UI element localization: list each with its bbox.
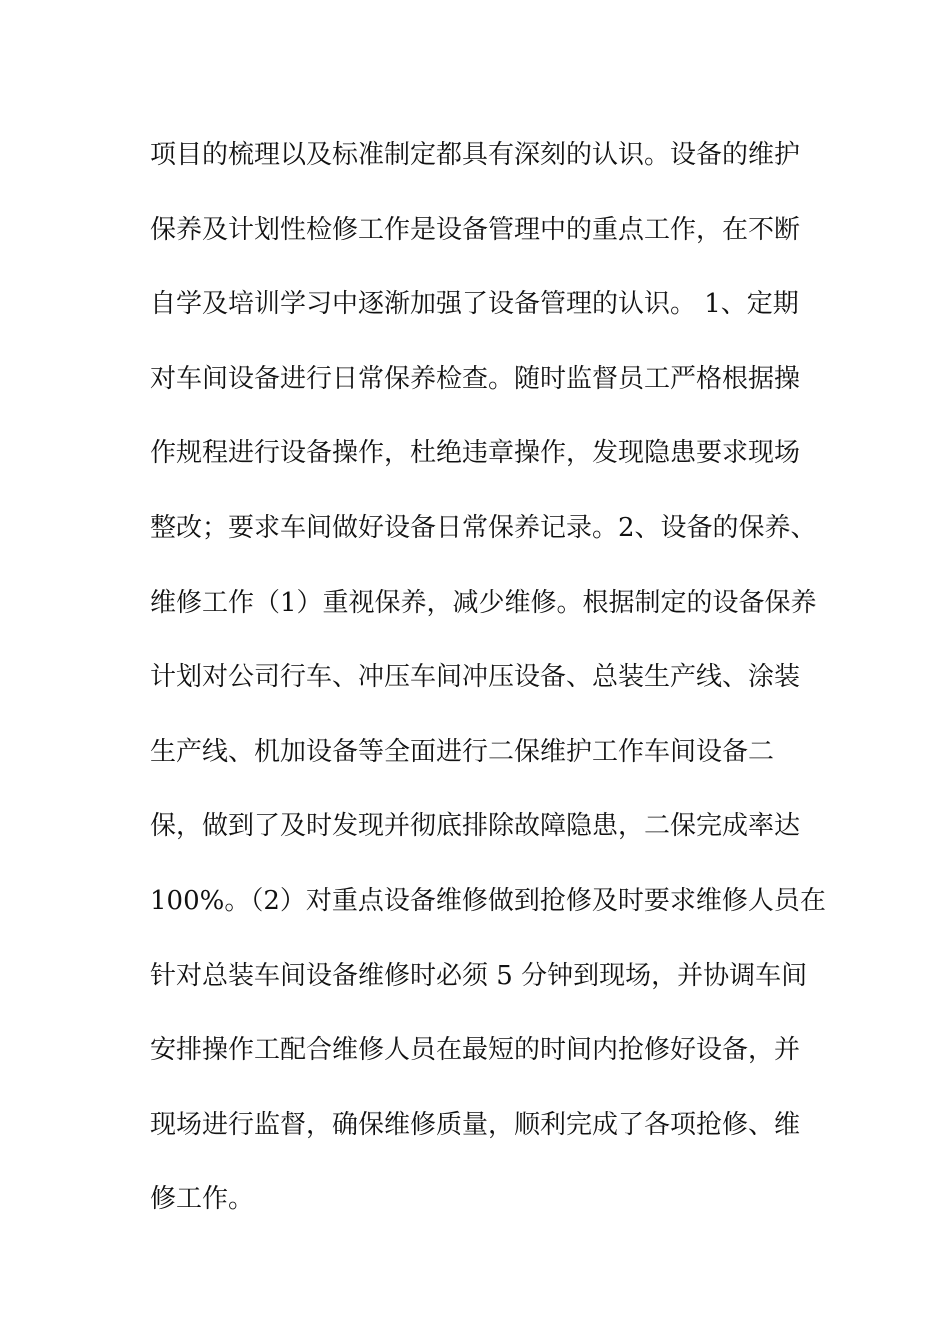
text-line: 生产线、机加设备等全面进行二保维护工作车间设备二 bbox=[150, 736, 775, 767]
text-line: 保，做到了及时发现并彻底排除故障隐患，二保完成率达 bbox=[150, 811, 801, 842]
text-line: 修工作。 bbox=[150, 1184, 255, 1215]
text-line: 维修工作（1）重视保养，减少维修。根据制定的设备保养 bbox=[150, 587, 817, 618]
text-line: 安排操作工配合维修人员在最短的时间内抢修好设备，并 bbox=[150, 1035, 801, 1066]
text-line: 项目的梳理以及标准制定都具有深刻的认识。设备的维护 bbox=[150, 140, 801, 170]
text-line: 作规程进行设备操作，杜绝违章操作，发现隐患要求现场 bbox=[150, 438, 801, 469]
body-text bbox=[150, 118, 826, 1237]
text-line: 整改；要求车间做好设备日常保养记录。2、设备的保养、 bbox=[150, 512, 817, 543]
text-line: 保养及计划性检修工作是设备管理中的重点工作，在不断 bbox=[150, 214, 801, 245]
text-line: 针对总装车间设备维修时必须 5 分钟到现场，并协调车间 bbox=[150, 960, 808, 991]
text-line: 自学及培训学习中逐渐加强了设备管理的认识。 1、定期 bbox=[150, 289, 799, 320]
text-line: 计划对公司行车、冲压车间冲压设备、总装生产线、涂装 bbox=[150, 662, 801, 693]
text-line: 现场进行监督，确保维修质量，顺利完成了各项抢修、维 bbox=[150, 1109, 801, 1140]
text-line: 对车间设备进行日常保养检查。随时监督员工严格根据操 bbox=[150, 363, 801, 394]
text-line: 100%。（2）对重点设备维修做到抢修及时要求维修人员在 bbox=[150, 885, 826, 916]
